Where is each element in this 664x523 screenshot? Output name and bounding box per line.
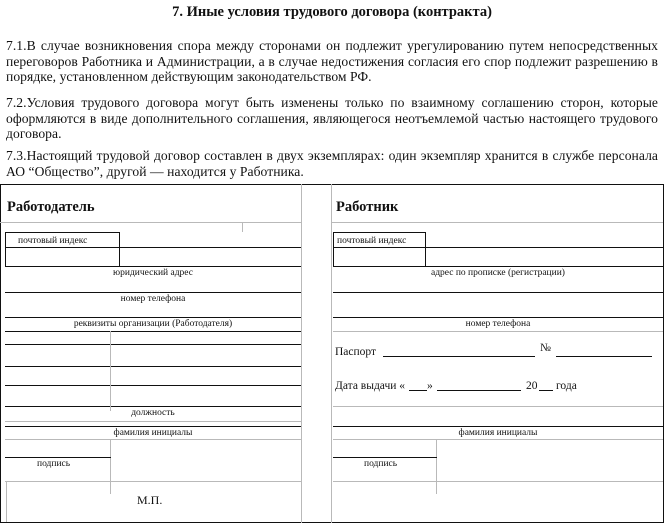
employer-requisites-line: [5, 317, 301, 318]
employer-legal-address-label: юридический адрес: [113, 268, 193, 278]
employer-requisites-row-4: [5, 385, 301, 386]
passport-label: Паспорт: [335, 346, 377, 358]
employer-grid-tick: [242, 222, 243, 232]
issue-year-suffix: года: [556, 380, 577, 392]
employee-index-top: [333, 232, 425, 233]
issue-date-label: Дата выдачи «: [335, 380, 406, 392]
employee-phone-line: [333, 317, 663, 318]
employee-signature-divider: [436, 439, 437, 494]
issue-year-line: [539, 390, 553, 391]
employer-name-rule: [5, 421, 301, 422]
employer-stamp-left: [6, 481, 7, 522]
employee-address-line: [333, 266, 663, 267]
employee-signature-label: подпись: [364, 459, 398, 469]
employee-signature-line: [333, 457, 437, 458]
employer-signature-divider: [110, 439, 111, 494]
employee-bottom-rule: [333, 481, 663, 482]
employer-phone-label: номер телефона: [120, 294, 186, 304]
employee-heading: Работник: [336, 199, 399, 215]
employer-heading: Работодатель: [7, 199, 95, 215]
employee-index-mid: [333, 247, 663, 248]
employee-header-rule: [331, 222, 663, 223]
employer-requisites-row-1: [5, 331, 301, 332]
employer-index-left: [5, 232, 6, 266]
employer-address-line: [5, 266, 301, 267]
employee-full-name-label: фамилия инициалы: [458, 428, 538, 438]
issue-day-line: [409, 390, 427, 391]
employer-signature-line: [5, 457, 111, 458]
employee-index-left: [333, 232, 334, 266]
employer-full-name-label: фамилия инициалы: [113, 428, 193, 438]
employer-signature-label: подпись: [37, 459, 71, 469]
employee-name-line: [333, 426, 663, 427]
clause-7-1: 7.1.В случае возникновения спора между сторонами он подлежит урегулированию путем непосредственных переговоров Работника и Администрации, а в случае недостижения согласия его спор подлежит разрешению в порядке, установленном действующим законодательством РФ.: [6, 38, 658, 85]
employer-stamp-label: М.П.: [137, 493, 163, 507]
employee-address-line-2: [333, 292, 663, 293]
employer-postal-index-label: почтовый индекс: [18, 236, 88, 246]
employee-phone-label: номер телефона: [465, 319, 531, 329]
employer-name-line: [5, 426, 301, 427]
center-divider-left: [301, 184, 302, 523]
employer-requisites-label: реквизиты организации (Работодателя): [73, 319, 233, 329]
employer-index-top: [5, 232, 119, 233]
employer-requisites-divider: [110, 331, 111, 411]
issue-month-line: [437, 390, 521, 391]
employer-requisites-row-2: [5, 344, 301, 345]
center-divider-right: [331, 184, 332, 523]
passport-number-line: [556, 356, 652, 357]
passport-series-line: [383, 356, 535, 357]
employer-header-rule: [0, 222, 301, 223]
issue-date-close-quote: »: [427, 380, 433, 392]
issue-year-prefix: 20: [526, 380, 538, 392]
employee-signature-top: [333, 439, 663, 440]
employee-index-right: [425, 232, 426, 266]
employee-date-rule: [333, 406, 663, 407]
form-left-border: [0, 184, 1, 523]
employer-position-label: должность: [131, 408, 175, 418]
employer-requisites-row-3: [5, 366, 301, 367]
employer-signature-top: [5, 439, 301, 440]
section-title: 7. Иные условия трудового договора (контракта): [172, 4, 492, 20]
clause-7-2: 7.2.Условия трудового договора могут быть изменены только по взаимному соглашению сторон, которые оформляются в виде дополнительного соглашения, являющегося неотъемлемой частью настоящего трудового договора.: [6, 95, 658, 142]
clause-7-3: 7.3.Настоящий трудовой договор составлен в двух экземплярах: один экземпляр хранится в службе персонала АО “Общество”, другой — находится у Работника.: [6, 148, 658, 179]
employee-phone-rule: [333, 331, 663, 332]
employer-phone-line: [5, 292, 301, 293]
employee-registration-address-label: адрес по прописке (регистрации): [431, 268, 565, 278]
employer-position-line: [5, 406, 301, 407]
employer-index-mid: [5, 247, 301, 248]
employee-postal-index-label: почтовый индекс: [337, 236, 407, 246]
employer-stamp-rule: [5, 481, 301, 482]
employer-index-right: [119, 232, 120, 266]
passport-number-sign: №: [540, 342, 551, 354]
